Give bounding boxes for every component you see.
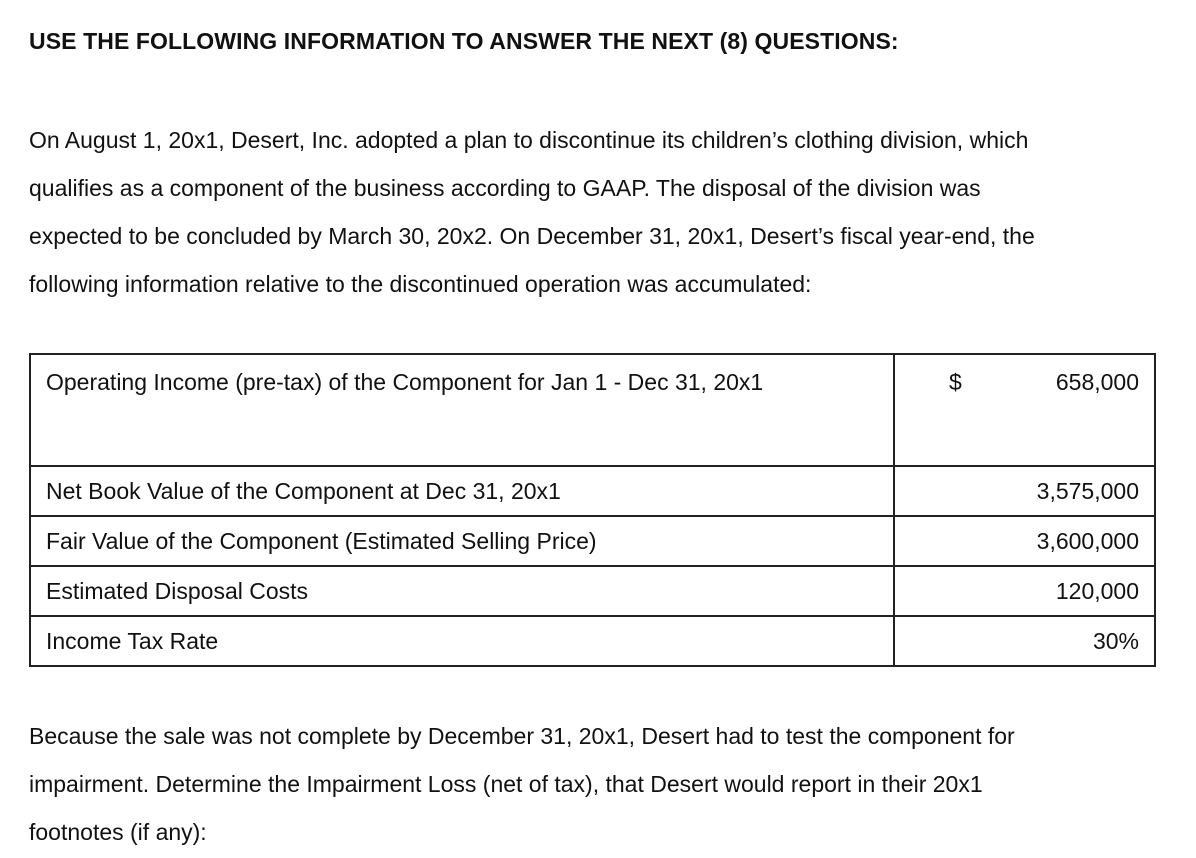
intro-paragraph: [29, 116, 1179, 308]
row-value: 120,000: [1055, 577, 1139, 604]
table-row-disposal-costs: [30, 566, 1155, 616]
intro-line: following information relative to the discontinued operation was accumulated:: [29, 271, 812, 297]
row-value: 30%: [1092, 627, 1139, 654]
section-heading: USE THE FOLLOWING INFORMATION TO ANSWER THE NEXT (8) QUESTIONS:: [29, 28, 899, 54]
row-amount: [894, 466, 1155, 516]
row-label: Operating Income (pre-tax) of the Component for Jan 1 - Dec 31, 20x1: [30, 354, 894, 466]
row-amount: [894, 566, 1155, 616]
question-line: footnotes (if any):: [29, 819, 207, 845]
table-row-net-book-value: [30, 466, 1155, 516]
intro-line: expected to be concluded by March 30, 20x2. On December 31, 20x1, Desert’s fiscal year-end, the: [29, 223, 1035, 249]
intro-line: qualifies as a component of the business according to GAAP. The disposal of the division was: [29, 175, 981, 201]
intro-line: On August 1, 20x1, Desert, Inc. adopted a plan to discontinue its children’s clothing division, which: [29, 127, 1029, 153]
question-paragraph: [29, 712, 1179, 856]
row-label: Estimated Disposal Costs: [30, 566, 894, 616]
row-value: 658,000: [1055, 369, 1139, 395]
row-value: 3,575,000: [1036, 477, 1139, 504]
row-label: Income Tax Rate: [30, 616, 894, 666]
table-row-tax-rate: [30, 616, 1155, 666]
table-row-operating-income: [30, 354, 1155, 466]
question-line: Because the sale was not complete by December 31, 20x1, Desert had to test the component for: [29, 723, 1015, 749]
row-value: 3,600,000: [1036, 527, 1139, 554]
row-amount: [894, 354, 1155, 466]
component-info-table: [29, 353, 1156, 667]
row-amount: [894, 616, 1155, 666]
table-row-fair-value: [30, 516, 1155, 566]
currency-symbol: $: [949, 369, 962, 395]
row-label: Net Book Value of the Component at Dec 31, 20x1: [30, 466, 894, 516]
row-label: Fair Value of the Component (Estimated Selling Price): [30, 516, 894, 566]
question-line: impairment. Determine the Impairment Loss (net of tax), that Desert would report in their 20x1: [29, 771, 983, 797]
row-amount: [894, 516, 1155, 566]
